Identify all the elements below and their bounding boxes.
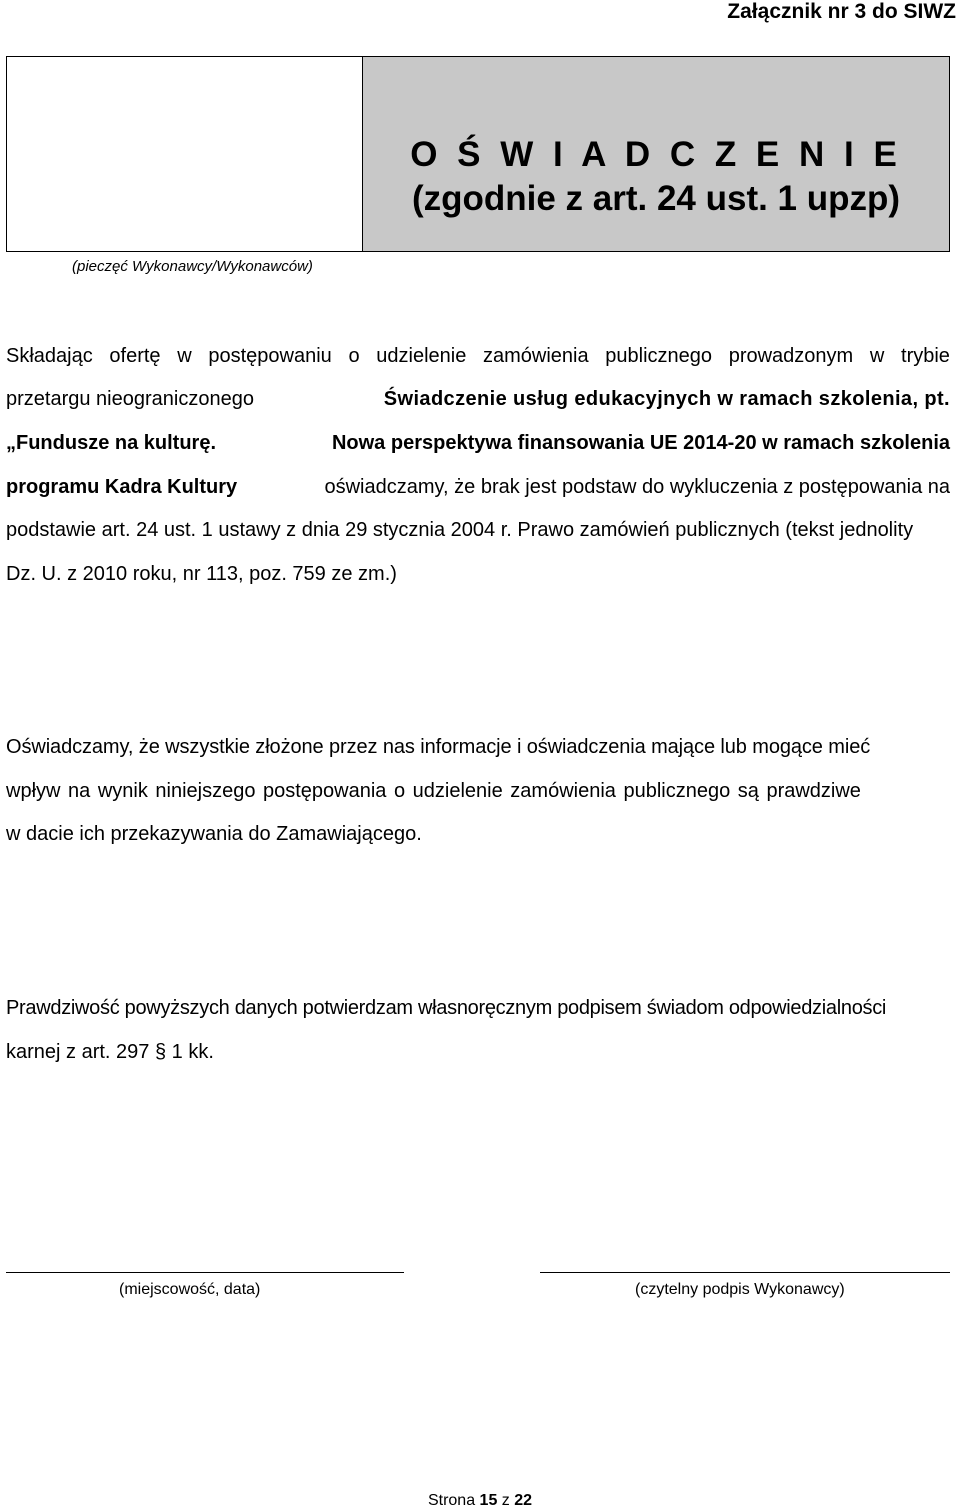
footer-of: z bbox=[501, 1492, 510, 1509]
word: ofertę bbox=[109, 345, 161, 367]
document-subtitle: (zgodnie z art. 24 ust. 1 upzp) bbox=[411, 179, 901, 218]
stamp-caption: (pieczęć Wykonawcy/Wykonawców) bbox=[72, 258, 313, 275]
training-title-part-2: „Fundusze na kulturę. bbox=[6, 432, 217, 454]
word: zamówienia bbox=[483, 345, 589, 367]
text-segment: przetargu nieograniczonego bbox=[6, 388, 254, 410]
paragraph-2-line-2: wpływ na wynik niniejszego postępowania o udzielenie zamówienia publicznego są prawdziwe bbox=[6, 780, 861, 802]
paragraph-2-line-1: Oświadczamy, że wszystkie złożone przez nas informacje i oświadczenia mające lub mogące mieć bbox=[6, 736, 871, 758]
word: prowadzonym bbox=[728, 345, 854, 367]
paragraph-3-line-1: Prawdziwość powyższych danych potwierdzam własnoręcznym podpisem świadom odpowiedzialności bbox=[6, 997, 887, 1019]
footer-prefix: Strona bbox=[427, 1492, 476, 1509]
page-footer bbox=[0, 1492, 960, 1510]
word: o bbox=[348, 345, 360, 367]
word: Składając bbox=[6, 345, 93, 367]
paragraph-1-line-4 bbox=[6, 476, 950, 499]
paragraph-1-line-5: podstawie art. 24 ust. 1 ustawy z dnia 29 stycznia 2004 r. Prawo zamówień publicznych (tekst jednolity bbox=[6, 519, 914, 541]
word: udzielenie bbox=[376, 345, 467, 367]
title-area bbox=[363, 57, 949, 251]
paragraph-3-line-2: karnej z art. 297 § 1 kk. bbox=[6, 1041, 214, 1063]
place-date-line bbox=[6, 1272, 404, 1273]
program-name: programu Kadra Kultury bbox=[6, 476, 238, 498]
header-box bbox=[6, 56, 950, 252]
word: w bbox=[177, 345, 192, 367]
word: trybie bbox=[901, 345, 950, 367]
paragraph-1-line-3 bbox=[6, 432, 950, 455]
document-title: O Ś W I A D C Z E N I E bbox=[410, 135, 902, 174]
total-pages: 22 bbox=[514, 1492, 533, 1509]
training-title-part-3: Nowa perspektywa finansowania UE 2014-20 w ramach szkolenia bbox=[331, 432, 950, 454]
word: postępowaniu bbox=[208, 345, 332, 367]
text-segment: oświadczamy, że brak jest podstaw do wykluczenia z postępowania na bbox=[324, 476, 950, 498]
signature-caption: (czytelny podpis Wykonawcy) bbox=[635, 1281, 845, 1298]
word: publicznego bbox=[605, 345, 713, 367]
stamp-area bbox=[7, 57, 363, 251]
paragraph-2-line-3: w dacie ich przekazywania do Zamawiającego. bbox=[6, 823, 422, 845]
word: w bbox=[869, 345, 885, 367]
signature-line bbox=[540, 1272, 950, 1273]
attachment-label: Załącznik nr 3 do SIWZ bbox=[727, 0, 956, 23]
paragraph-1-line-6: Dz. U. z 2010 roku, nr 113, poz. 759 ze zm.) bbox=[6, 563, 397, 585]
paragraph-1-line-1 bbox=[6, 345, 950, 368]
paragraph-1-line-2 bbox=[6, 388, 950, 411]
current-page: 15 bbox=[479, 1492, 498, 1509]
training-title-part-1: Świadczenie usług edukacyjnych w ramach szkolenia, pt. bbox=[383, 388, 950, 410]
place-date-caption: (miejscowość, data) bbox=[119, 1281, 261, 1298]
